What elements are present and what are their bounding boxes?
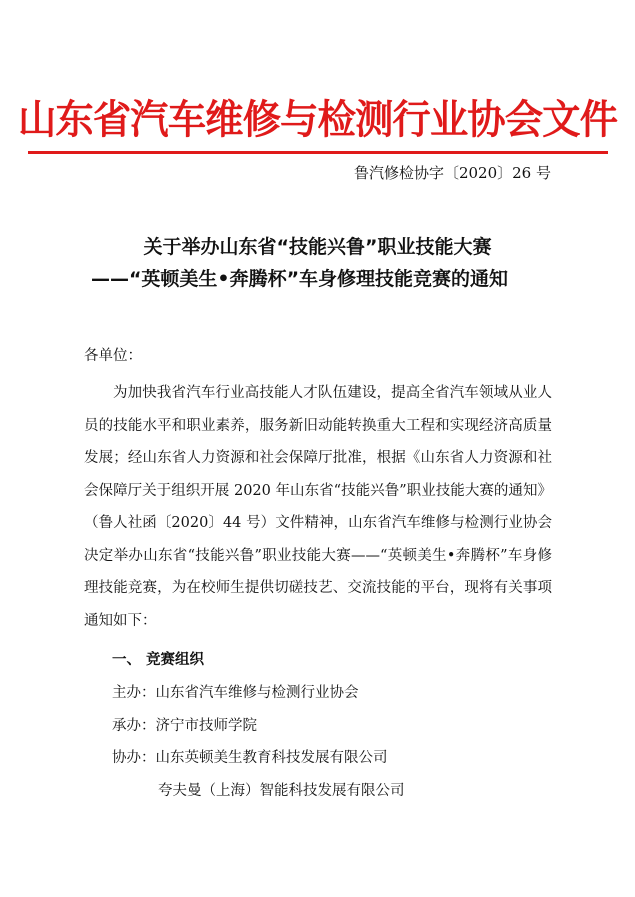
section-heading-competition-organization: 一、 竞赛组织 (112, 652, 205, 668)
host-organizer: 主办：山东省汽车维修与检测行业协会 (112, 685, 359, 701)
salutation: 各单位： (84, 348, 142, 364)
co-organizer: 协办：山东英顿美生教育科技发展有限公司 (112, 750, 388, 766)
red-header-rule (28, 151, 608, 154)
document-number: 鲁汽修检协字〔2020〕26 号 (353, 164, 551, 182)
notice-title-line-1: 关于举办山东省“技能兴鲁”职业技能大赛 (143, 236, 492, 258)
notice-title-line-2: ——“英顿美生•奔腾杯”车身修理技能竞赛的通知 (90, 268, 509, 290)
co-organizer-2: 夸夫曼（上海）智能科技发展有限公司 (158, 783, 405, 799)
body-paragraph: 为加快我省汽车行业高技能人才队伍建设，提高全省汽车领域从业人员的技能水平和职业素养，服务新旧动能转换重大工程和实现经济高质量发展；经山东省人力资源和社会保障厅批准，根据《山东省人力资源和社会保障厅关于组织开展 2020 年山东省“技能兴鲁”职业技能大赛的通知》（鲁人社函〔2020〕44 号）文件精神，山东省汽车维修与检测行业协会决定举办山东省“技能兴鲁”职业技能大赛——“英顿美生•奔腾杯”车身修理技能竞赛，为在校师生提供切磋技艺、交流技能的平台，现将有关事项通知如下： (84, 385, 552, 629)
undertaking-organizer: 承办：济宁市技师学院 (112, 718, 257, 734)
issuer-header-title: 山东省汽车维修与检测行业协会文件 (17, 97, 618, 143)
